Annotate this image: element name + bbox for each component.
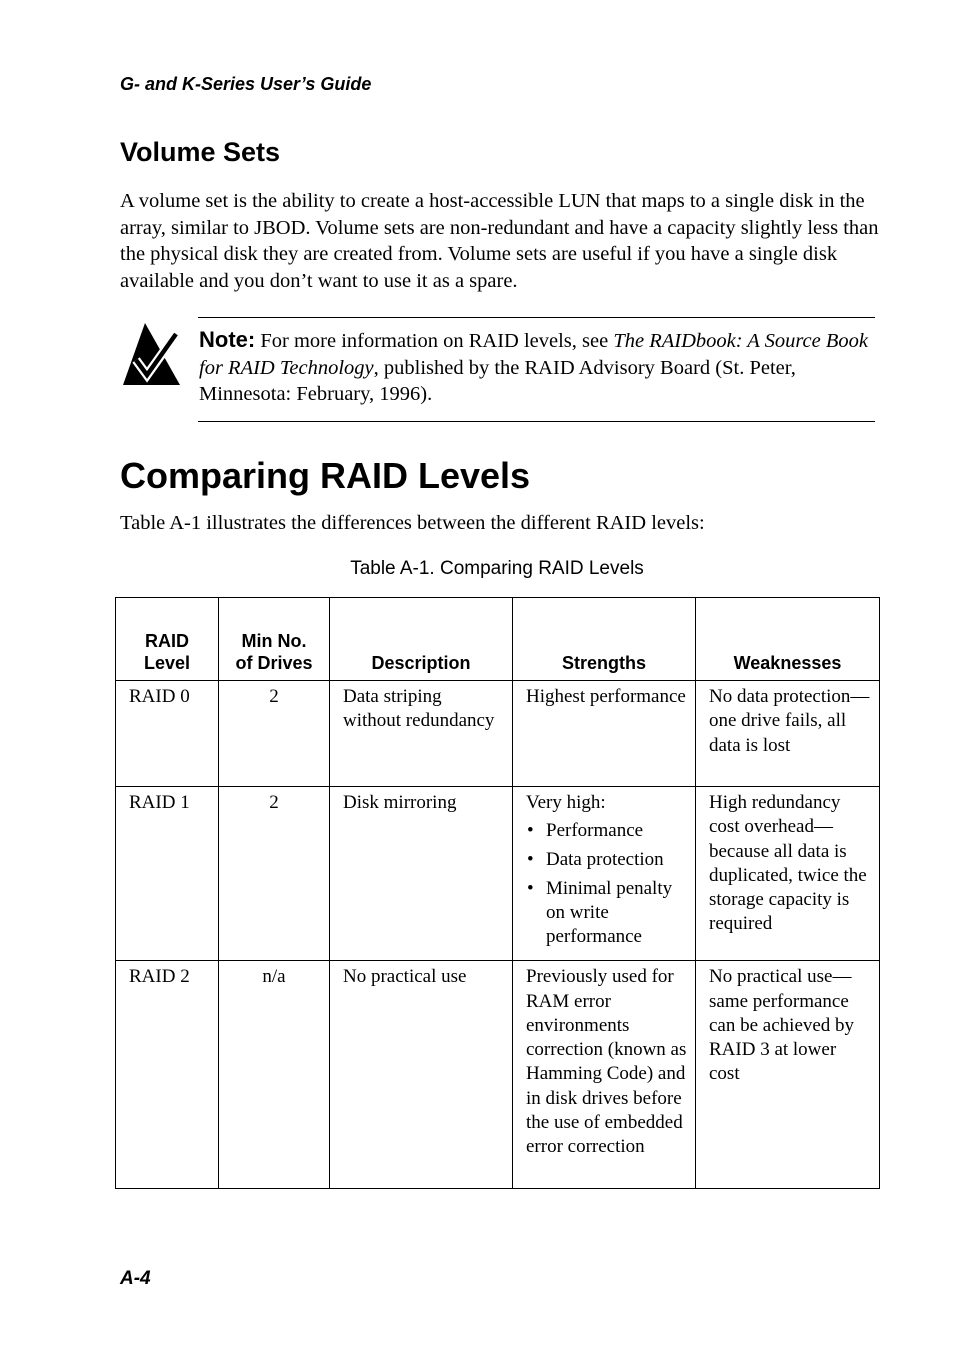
section-heading-comparing-raid: Comparing RAID Levels [120,455,531,496]
cell-min-drives: 2 [219,681,330,787]
cell-min-drives: n/a [219,961,330,1189]
page-number: A-4 [120,1268,151,1289]
cell-strengths: Previously used for RAM error environments correction (known as Hamming Code) and in disk drives before the use of embedded error correction [513,961,696,1189]
cell-level: RAID 0 [116,681,219,787]
cell-weaknesses: No data protection—one drive fails, all data is lost [696,681,880,787]
note-bottom-rule [198,421,875,422]
cell-strengths: Highest performance [513,681,696,787]
header-min-drives: Min No. of Drives [219,598,330,681]
note-book-title: The RAIDbook: A Source Book for RAID Technology [199,330,868,379]
section-heading-volume-sets: Volume Sets [120,137,281,167]
cell-weaknesses: High redundancy cost overhead—because all data is duplicated, twice the storage capacity is required [696,787,880,961]
note-text-after: , published by the RAID Advisory Board (St. Peter, Minnesota: February, 1996). [199,356,796,405]
list-item: • Data protection [526,848,687,872]
cell-strengths [513,787,696,961]
checkmark-triangle-icon [120,320,182,386]
strengths-lead: Very high: [526,792,606,813]
table-header-row [116,598,880,681]
raid-comparison-table [115,597,880,1189]
table-caption: Table A-1. Comparing RAID Levels [350,558,644,579]
header-description: Description [330,598,513,681]
strengths-list [526,819,687,949]
note-top-rule [198,317,875,318]
cell-weaknesses: No practical use—same performance can be achieved by RAID 3 at lower cost [696,961,880,1189]
list-item: • Performance [526,819,687,843]
cell-description: No practical use [330,961,513,1189]
list-item: • Minimal penalty on write performance [526,877,687,950]
header-raid-level: RAID Level [116,598,219,681]
note-label: Note: [199,327,256,352]
table-row [116,961,880,1189]
table-row [116,787,880,961]
cell-level: RAID 1 [116,787,219,961]
cell-level: RAID 2 [116,961,219,1189]
table-row [116,681,880,787]
cell-description: Data striping without redundancy [330,681,513,787]
cell-description: Disk mirroring [330,787,513,961]
header-strengths: Strengths [513,598,696,681]
running-header: G- and K-Series User’s Guide [120,74,372,94]
comparing-intro: Table A-1 illustrates the differences between the different RAID levels: [120,512,705,534]
note-text-before: For more information on RAID levels, see [255,330,614,352]
volume-sets-paragraph: A volume set is the ability to create a host-accessible LUN that maps to a single disk in the array, similar to JBOD. Volume sets are non-redundant and have a capacity slightly less than the physical disk they are created from. Volume sets are useful if you have a single disk available and you don’t want to use it as a spare. [120,190,879,292]
header-weaknesses: Weaknesses [696,598,880,681]
cell-min-drives: 2 [219,787,330,961]
note-text [199,327,874,408]
